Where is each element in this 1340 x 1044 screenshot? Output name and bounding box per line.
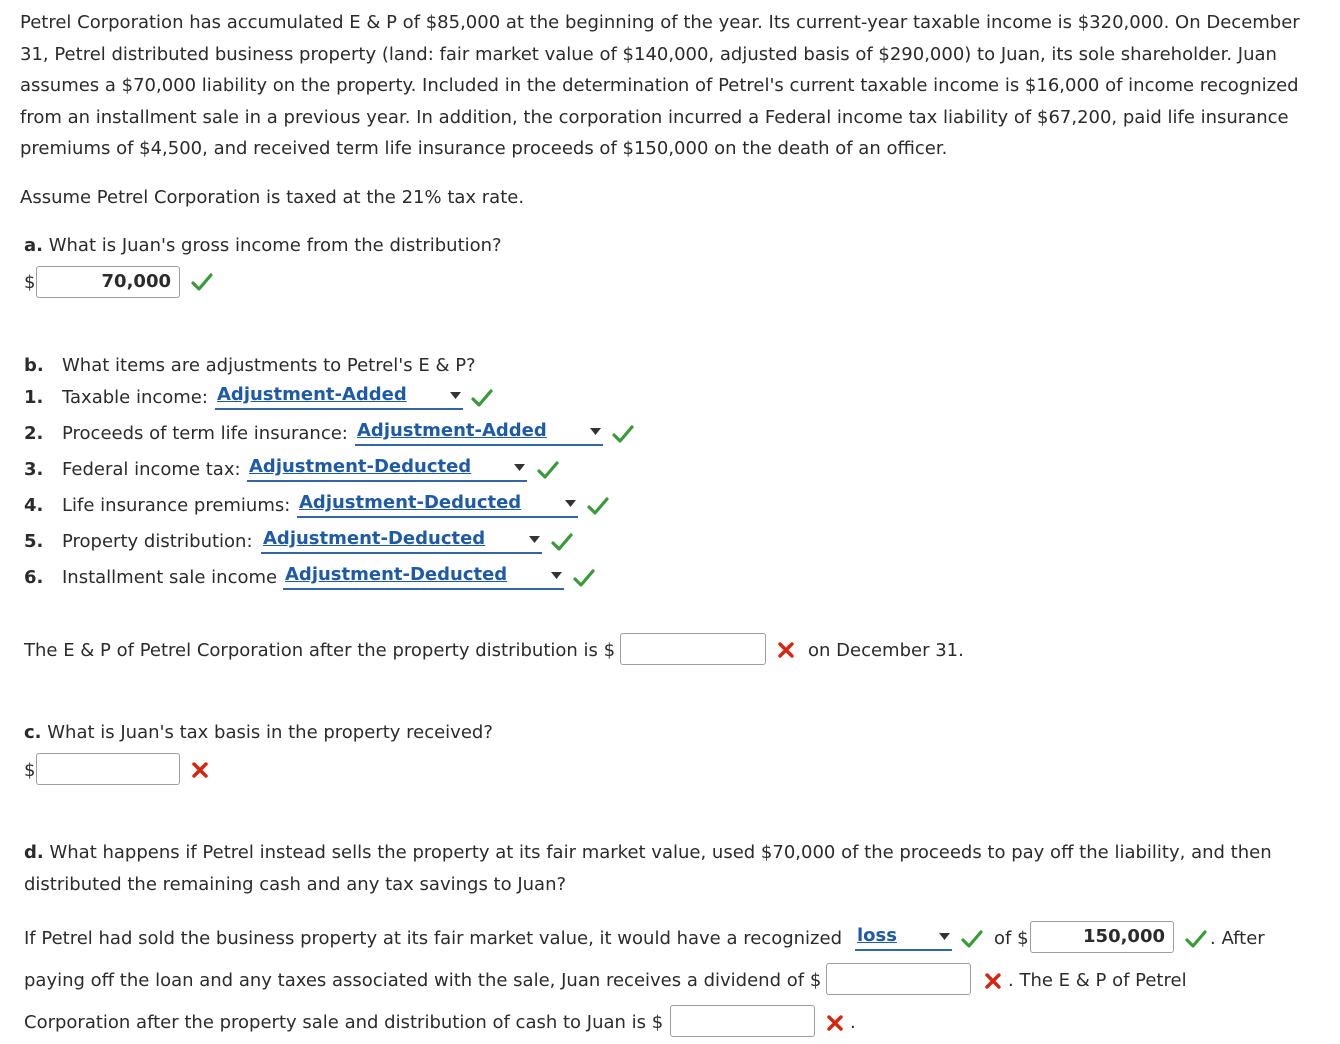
installment-sale-select[interactable]	[283, 566, 564, 590]
item-number: 4.	[24, 495, 44, 516]
ep-after-distribution-text: The E & P of Petrel Corporation after the property distribution is $	[24, 640, 616, 661]
taxable-income-select[interactable]	[215, 386, 463, 410]
ep-after-distribution-input[interactable]	[620, 633, 766, 665]
part-c-label: c.	[24, 722, 42, 743]
part-b-label: b.	[24, 355, 44, 376]
part-d-text: What happens if Petrel instead sells the property at its fair market value, used $70,000 of the proceeds to pay off the liability, and then	[49, 842, 1272, 863]
problem-statement: Petrel Corporation has accumulated E & P of $85,000 at the beginning of the year. Its current-year taxable income is $320,000. On December 31, Petrel distributed business property (land: fair market value of $140,000, adjusted basis of $290,000) to Juan, its sole shareholder. Juan assumes a $70,000 liability on the property. Included in the determination of Petrel's current taxable income is $16,000 of income recognized from an installment sale in a previous year. In addition, the corporation incurred a Federal income tax liability of $67,200, paid life insurance premiums of $4,500, and received term life insurance proceeds of $150,000 on the death of an officer.	[20, 12, 1300, 160]
select-value: loss	[857, 925, 897, 946]
gain-loss-select[interactable]	[855, 927, 952, 951]
chevron-down-icon	[514, 464, 525, 472]
ep-after-sale-input[interactable]	[670, 1005, 815, 1037]
adjustment-row	[24, 458, 241, 482]
part-d-label: d.	[24, 842, 44, 863]
chevron-down-icon	[450, 392, 461, 400]
select-value: Adjustment-Deducted	[249, 456, 472, 477]
chevron-down-icon	[590, 428, 601, 436]
adjustment-row	[24, 422, 348, 446]
incorrect-x-icon	[984, 972, 1002, 990]
item-label: Proceeds of term life insurance:	[62, 423, 348, 444]
property-distribution-select[interactable]	[261, 530, 542, 554]
currency-symbol: $	[24, 272, 36, 293]
part-d-question-line2: distributed the remaining cash and any tax savings to Juan?	[24, 874, 567, 895]
recognized-loss-input[interactable]: 150,000	[1030, 921, 1174, 953]
federal-income-tax-select[interactable]	[247, 458, 527, 482]
correct-check-icon	[191, 272, 213, 292]
part-c-text: What is Juan's tax basis in the property received?	[47, 722, 493, 743]
incorrect-x-icon	[826, 1014, 844, 1032]
part-c-question	[24, 721, 493, 745]
dividend-input[interactable]	[826, 963, 971, 995]
gross-income-input[interactable]: 70,000	[36, 266, 180, 298]
adjustment-row	[24, 530, 253, 554]
correct-check-icon	[961, 929, 983, 949]
item-number: 2.	[24, 423, 44, 444]
select-value: Adjustment-Deducted	[285, 564, 508, 585]
item-number: 5.	[24, 531, 44, 552]
adjustment-row	[24, 566, 278, 590]
correct-check-icon	[573, 568, 595, 588]
chevron-down-icon	[565, 500, 576, 508]
item-label: Installment sale income	[62, 567, 278, 588]
select-value: Adjustment-Deducted	[299, 492, 522, 513]
ep-petrel-text: . The E & P of Petrel	[1008, 970, 1187, 991]
select-value: Adjustment-Added	[357, 420, 547, 441]
ep-after-sale-text: Corporation after the property sale and distribution of cash to Juan is $	[24, 1012, 664, 1033]
term-life-proceeds-select[interactable]	[355, 422, 603, 446]
item-label: Taxable income:	[62, 387, 208, 408]
part-a-text: What is Juan's gross income from the distribution?	[48, 235, 502, 256]
tax-basis-input[interactable]	[36, 753, 180, 785]
select-value: Adjustment-Deducted	[263, 528, 486, 549]
life-insurance-premiums-select[interactable]	[297, 494, 578, 518]
adjustment-row	[24, 494, 291, 518]
currency-symbol: $	[24, 760, 36, 781]
item-label: Property distribution:	[62, 531, 253, 552]
dividend-text: paying off the loan and any taxes associated with the sale, Juan receives a dividend of $	[24, 970, 822, 991]
item-number: 3.	[24, 459, 44, 480]
correct-check-icon	[612, 424, 634, 444]
correct-check-icon	[471, 388, 493, 408]
tax-rate-assumption: Assume Petrel Corporation is taxed at the 21% tax rate.	[20, 187, 525, 208]
item-number: 1.	[24, 387, 44, 408]
adjustment-row	[24, 386, 208, 410]
incorrect-x-icon	[191, 761, 209, 779]
chevron-down-icon	[529, 536, 540, 544]
item-number: 6.	[24, 567, 44, 588]
correct-check-icon	[587, 496, 609, 516]
after-text: . After	[1210, 928, 1265, 949]
ep-suffix-text: on December 31.	[808, 640, 964, 661]
of-dollar-text: of $	[994, 928, 1029, 949]
chevron-down-icon	[939, 933, 950, 941]
item-label: Federal income tax:	[62, 459, 241, 480]
correct-check-icon	[1185, 929, 1207, 949]
incorrect-x-icon	[777, 641, 795, 659]
item-label: Life insurance premiums:	[62, 495, 291, 516]
period-text: .	[850, 1012, 856, 1033]
sale-result-text: If Petrel had sold the business property at its fair market value, it would have a recognized	[24, 928, 842, 949]
part-a-question	[24, 234, 502, 258]
part-a-label: a.	[24, 235, 43, 256]
select-value: Adjustment-Added	[217, 384, 407, 405]
correct-check-icon	[551, 532, 573, 552]
part-b-text: What items are adjustments to Petrel's E & P?	[62, 355, 476, 376]
part-b-question	[24, 354, 476, 378]
part-d-question-line1	[24, 841, 1272, 865]
chevron-down-icon	[551, 572, 562, 580]
correct-check-icon	[537, 460, 559, 480]
